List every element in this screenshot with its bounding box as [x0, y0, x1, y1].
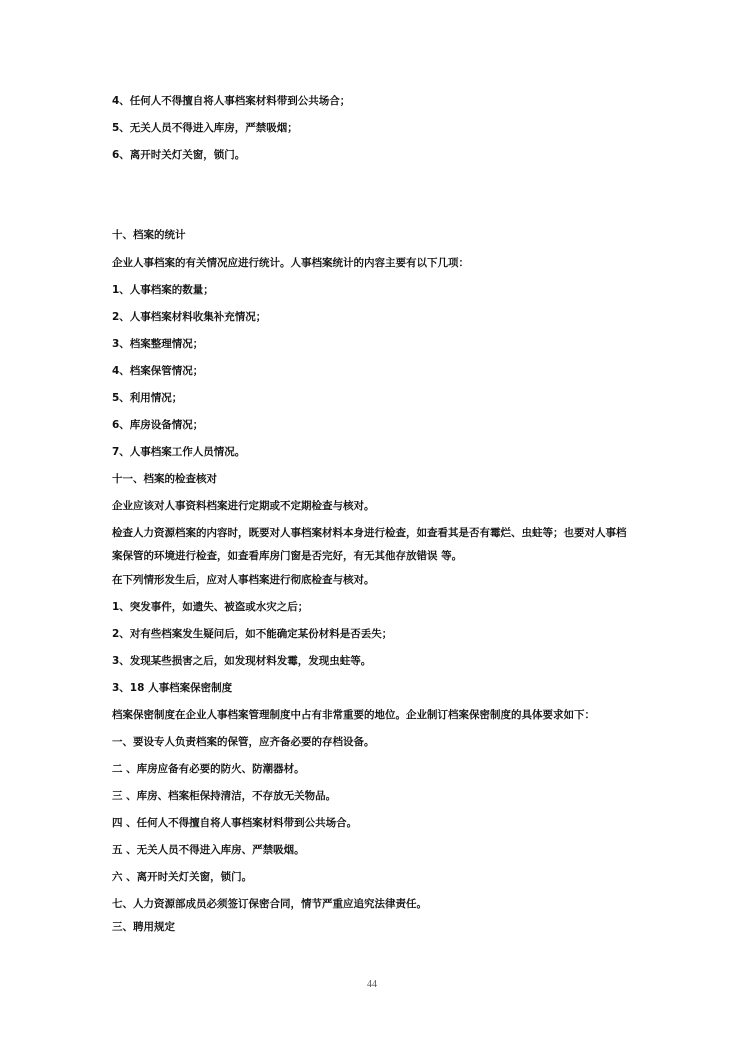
- list-item: 五 、无关人员不得进入库房、严禁吸烟。: [112, 844, 305, 856]
- text-line: 企业应该对人事资料档案进行定期或不定期检查与核对。: [112, 500, 375, 512]
- list-item: 1、人事档案的数量；: [112, 284, 214, 296]
- section-heading: 三、聘用规定: [112, 921, 175, 933]
- section-heading: 十一、档案的检查核对: [112, 473, 217, 485]
- text-line: 企业人事档案的有关情况应进行统计。人事档案统计的内容主要有以下几项：: [112, 257, 469, 269]
- list-item: 一、要设专人负责档案的保管，应齐备必要的存档设备。: [112, 736, 375, 748]
- list-item: 4、档案保管情况；: [112, 365, 204, 377]
- page-number: 44: [367, 979, 377, 990]
- list-item: 2、人事档案材料收集补充情况；: [112, 311, 267, 323]
- list-item: 二 、库房应备有必要的防火、防潮器材。: [112, 763, 305, 775]
- list-item: 2、对有些档案发生疑问后，如不能确定某份材料是否丢失；: [112, 628, 393, 640]
- paragraph: 检查人力资源档案的内容时，既要对人事档案材料本身进行检查，如查看其是否有霉烂、虫蛀等；也要对人事档案保管的环境进行检查，如查看库房门窗是否完好，有无其他存放错误 等。: [112, 527, 627, 562]
- text-line: 在下列情形发生后，应对人事档案进行彻底检查与核对。: [112, 574, 375, 586]
- text-line: 4、任何人不得擅自将人事档案材料带到公共场合；: [112, 95, 351, 107]
- text-line: 5、无关人员不得进入库房，严禁吸烟；: [112, 122, 298, 134]
- section-heading: 3、18 人事档案保密制度: [112, 682, 233, 694]
- text-line: 6、离开时关灯关窗，锁门。: [112, 149, 246, 161]
- list-item: 3、档案整理情况；: [112, 338, 204, 350]
- list-item: 四 、任何人不得擅自将人事档案材料带到公共场合。: [112, 817, 358, 829]
- list-item: 5、利用情况；: [112, 392, 183, 404]
- text-line: 档案保密制度在企业人事档案管理制度中占有非常重要的地位。企业制订档案保密制度的具体要求如下：: [112, 709, 595, 721]
- list-item: 六 、离开时关灯关窗，锁门。: [112, 871, 253, 883]
- list-item: 三 、库房、档案柜保持清洁，不存放无关物品。: [112, 790, 337, 802]
- list-item: 6、库房设备情况；: [112, 419, 204, 431]
- list-item: 七、人力资源部成员必须签订保密合同，情节严重应追究法律责任。: [112, 898, 427, 910]
- list-item: 1、突发事件，如遗失、被盗或水灾之后；: [112, 601, 309, 613]
- section-heading: 十、档案的统计: [112, 229, 186, 241]
- list-item: 7、人事档案工作人员情况。: [112, 446, 246, 458]
- list-item: 3、发现某些损害之后，如发现材料发霉，发现虫蛀等。: [112, 655, 372, 667]
